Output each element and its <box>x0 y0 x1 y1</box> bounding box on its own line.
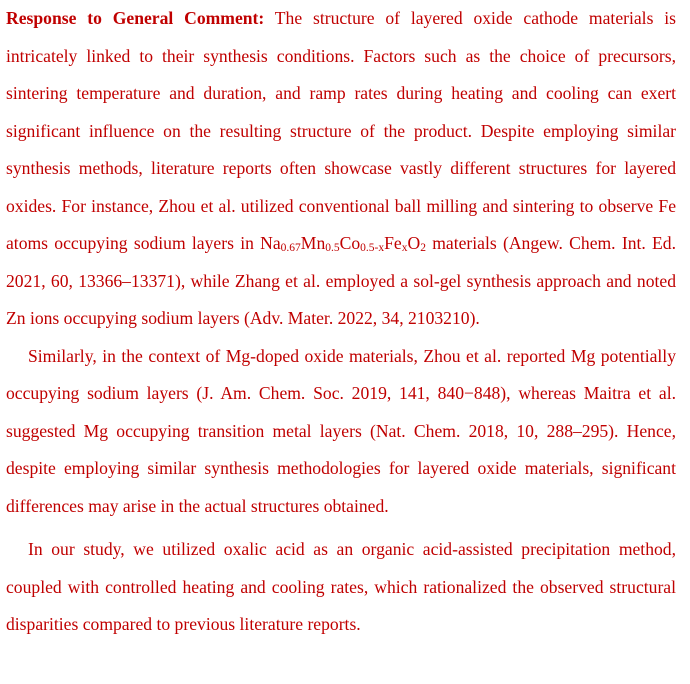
formula-o: O <box>407 233 421 253</box>
paragraph-1-text-b: materials (Angew. Chem. Int. Ed. 2021, 60, 13366–13371), while Zhang et al. employed a sol-gel synthesis approach and noted Zn ions occupying sodium layers (Adv. Mater. 2022, 34, 2103210). <box>6 233 677 328</box>
formula-o-sub: 2 <box>420 242 426 254</box>
response-heading: Response to General Comment: <box>6 8 265 28</box>
formula-na: Na <box>260 233 281 253</box>
formula-co: Co <box>339 233 361 253</box>
paragraph-mg-doped: Similarly, in the context of Mg-doped oxide materials, Zhou et al. reported Mg potentially occupying sodium layers (J. Am. Chem. Soc. 2019, 141, 840−848), whereas Maitra et al. suggested Mg occupying transition metal layers (Nat. Chem. 2018, 10, 288–295). Hence, despite employing similar synthesis methodologies for layered oxide materials, significant differences may arise in the actual structures obtained. <box>6 345 676 516</box>
formula-co-sub: 0.5-x <box>360 242 385 254</box>
formula-fe: Fe <box>384 233 402 253</box>
chemical-formula <box>260 233 426 253</box>
formula-mn: Mn <box>300 233 326 253</box>
paragraph-our-study: In our study, we utilized oxalic acid as an organic acid-assisted precipitation method, coupled with controlled heating and cooling rates, which rationalized the observed structural disparities compared to previous literature reports. <box>6 539 676 634</box>
paragraph-general-comment <box>6 0 676 338</box>
formula-mn-sub: 0.5 <box>325 242 340 254</box>
formula-fe-sub: x <box>401 242 408 254</box>
formula-na-sub: 0.67 <box>280 242 301 254</box>
paragraph-1-text-a: The structure of layered oxide cathode materials is intricately linked to their synthesis conditions. Factors such as the choice of precursors, sintering temperature and duration, and ramp rates during heating and cooling can exert significant influence on the resulting structure of the product. Despite employing similar synthesis methods, literature reports often showcase vastly different structures for layered oxides. For instance, Zhou et al. utilized conventional ball milling and sintering to observe Fe atoms occupying sodium layers in <box>6 8 676 253</box>
response-document <box>6 0 676 644</box>
